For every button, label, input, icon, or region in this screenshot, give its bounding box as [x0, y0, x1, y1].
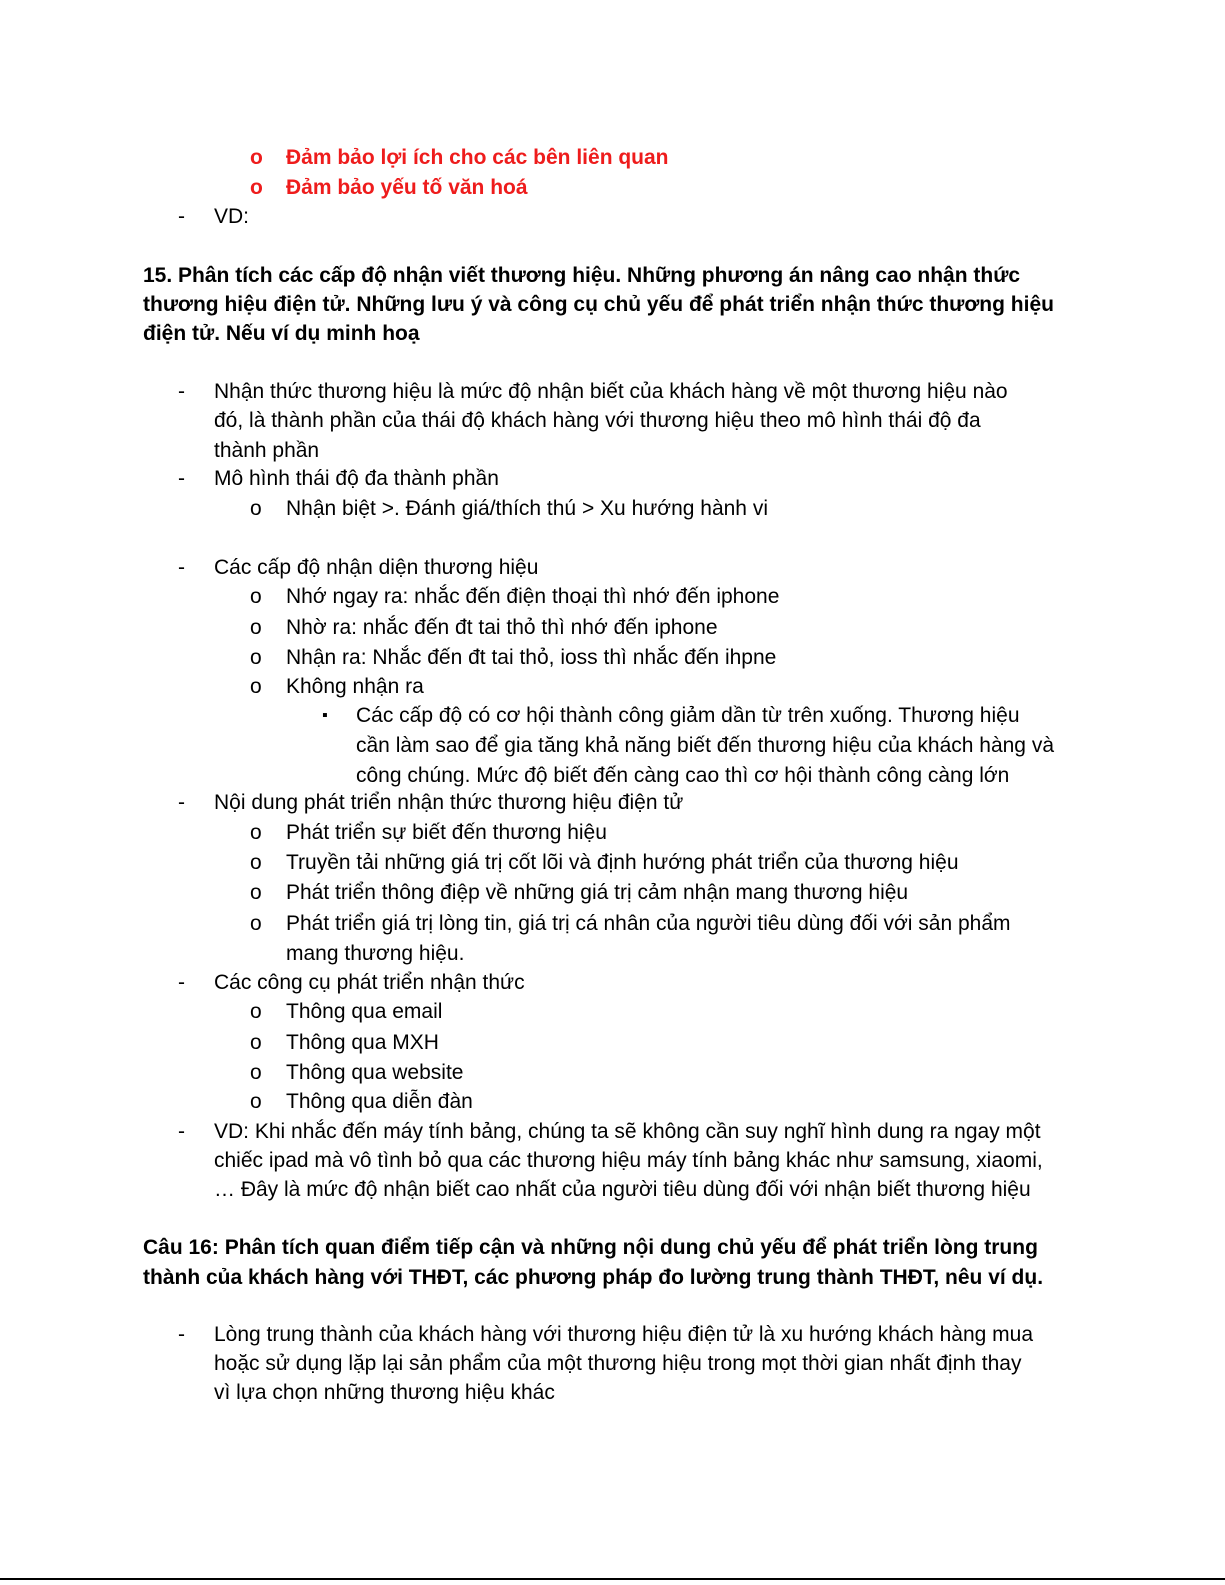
dash-bullet: - — [178, 380, 185, 403]
note-line: Các cấp độ có cơ hội thành công giảm dần từ trên xuống. Thương hiệu — [356, 704, 1020, 727]
definition-line: hoặc sử dụng lặp lại sản phẩm của một thương hiệu trong mọt thời gian nhất định thay — [214, 1352, 1022, 1375]
dash-bullet: - — [178, 556, 185, 579]
example-label: VD: — [214, 205, 250, 228]
list-item: Nội dung phát triển nhận thức thương hiệu điện tử — [214, 791, 684, 814]
heading-line: 15. Phân tích các cấp độ nhận viết thương hiệu. Những phương án nâng cao nhận thức — [143, 264, 1021, 287]
heading-line: thành của khách hàng với THĐT, các phương pháp đo lường trung thành THĐT, nêu ví dụ. — [143, 1266, 1044, 1289]
definition-line: đó, là thành phần của thái độ khách hàng với thương hiệu theo mô hình thái độ đa — [214, 409, 981, 432]
note-line: công chúng. Mức độ biết đến càng cao thì cơ hội thành công càng lớn — [356, 764, 1010, 787]
circle-bullet: o — [250, 675, 262, 698]
circle-bullet: o — [250, 1061, 262, 1084]
circle-bullet: o — [250, 176, 263, 199]
sub-list-item: Thông qua MXH — [286, 1031, 439, 1054]
sub-list-item: Không nhận ra — [286, 675, 424, 698]
circle-bullet: o — [250, 146, 263, 169]
sub-list-item: Thông qua diễn đàn — [286, 1090, 473, 1113]
dash-bullet: - — [178, 791, 185, 814]
definition-line: vì lựa chọn những thương hiệu khác — [214, 1381, 555, 1404]
note-line: cần làm sao để gia tăng khả năng biết đến thương hiệu của khách hàng và — [356, 734, 1054, 757]
circle-bullet: o — [250, 881, 262, 904]
sub-list-item: Phát triển thông điệp về những giá trị cảm nhận mang thương hiệu — [286, 881, 909, 904]
list-item: Các cấp độ nhận diện thương hiệu — [214, 556, 539, 579]
dash-bullet: - — [178, 205, 185, 228]
red-list-item: Đảm bảo lợi ích cho các bên liên quan — [286, 146, 669, 169]
list-item: Các công cụ phát triển nhận thức — [214, 971, 525, 994]
definition-line: Nhận thức thương hiệu là mức độ nhận biết của khách hàng về một thương hiệu nào — [214, 380, 1008, 403]
circle-bullet: o — [250, 1000, 262, 1023]
sub-list-item: Thông qua website — [286, 1061, 464, 1084]
sub-list-item: Thông qua email — [286, 1000, 443, 1023]
heading-line: Câu 16: Phân tích quan điểm tiếp cận và những nội dung chủ yếu để phát triển lòng trung — [143, 1236, 1038, 1259]
heading-line: thương hiệu điện tử. Những lưu ý và công cụ chủ yếu để phát triển nhận thức thương hiệu — [143, 293, 1054, 316]
circle-bullet: o — [250, 821, 262, 844]
sub-list-item: Phát triển giá trị lòng tin, giá trị cá nhân của người tiêu dùng đối với sản phẩm — [286, 912, 1011, 935]
sub-list-item: Nhờ ra: nhắc đến đt tai thỏ thì nhớ đến iphone — [286, 616, 718, 639]
circle-bullet: o — [250, 1031, 262, 1054]
sub-list-item: Nhận ra: Nhắc đến đt tai thỏ, ioss thì nhắc đến ihpne — [286, 646, 777, 669]
page-bottom-border — [0, 1578, 1225, 1580]
example-line: VD: Khi nhắc đến máy tính bảng, chúng ta sẽ không cần suy nghĩ hình dung ra ngay một — [214, 1120, 1041, 1143]
sub-list-item: Nhận biệt >. Đánh giá/thích thú > Xu hướng hành vi — [286, 497, 768, 520]
example-line: chiếc ipad mà vô tình bỏ qua các thương hiệu máy tính bảng khác như samsung, xiaomi, — [214, 1149, 1043, 1172]
circle-bullet: o — [250, 912, 262, 935]
heading-line: điện tử. Nếu ví dụ minh hoạ — [143, 322, 420, 345]
definition-line: thành phần — [214, 439, 320, 462]
sub-list-item: mang thương hiệu. — [286, 942, 465, 965]
sub-list-item: Truyền tải những giá trị cốt lõi và định hướng phát triển của thương hiệu — [286, 851, 959, 874]
circle-bullet: o — [250, 585, 262, 608]
dash-bullet: - — [178, 1120, 185, 1143]
sub-list-item: Nhớ ngay ra: nhắc đến điện thoại thì nhớ đến iphone — [286, 585, 780, 608]
circle-bullet: o — [250, 1090, 262, 1113]
definition-line: Lòng trung thành của khách hàng với thương hiệu điện tử là xu hướng khách hàng mua — [214, 1323, 1034, 1346]
list-item: Mô hình thái độ đa thành phần — [214, 467, 499, 490]
circle-bullet: o — [250, 616, 262, 639]
dash-bullet: - — [178, 467, 185, 490]
red-list-item: Đảm bảo yếu tố văn hoá — [286, 176, 528, 199]
square-bullet: ▪ — [322, 707, 328, 724]
dash-bullet: - — [178, 1323, 185, 1346]
circle-bullet: o — [250, 646, 262, 669]
circle-bullet: o — [250, 851, 262, 874]
example-line: … Đây là mức độ nhận biết cao nhất của người tiêu dùng đối với nhận biết thương hiệu — [214, 1178, 1031, 1201]
circle-bullet: o — [250, 497, 262, 520]
sub-list-item: Phát triển sự biết đến thương hiệu — [286, 821, 607, 844]
dash-bullet: - — [178, 971, 185, 994]
